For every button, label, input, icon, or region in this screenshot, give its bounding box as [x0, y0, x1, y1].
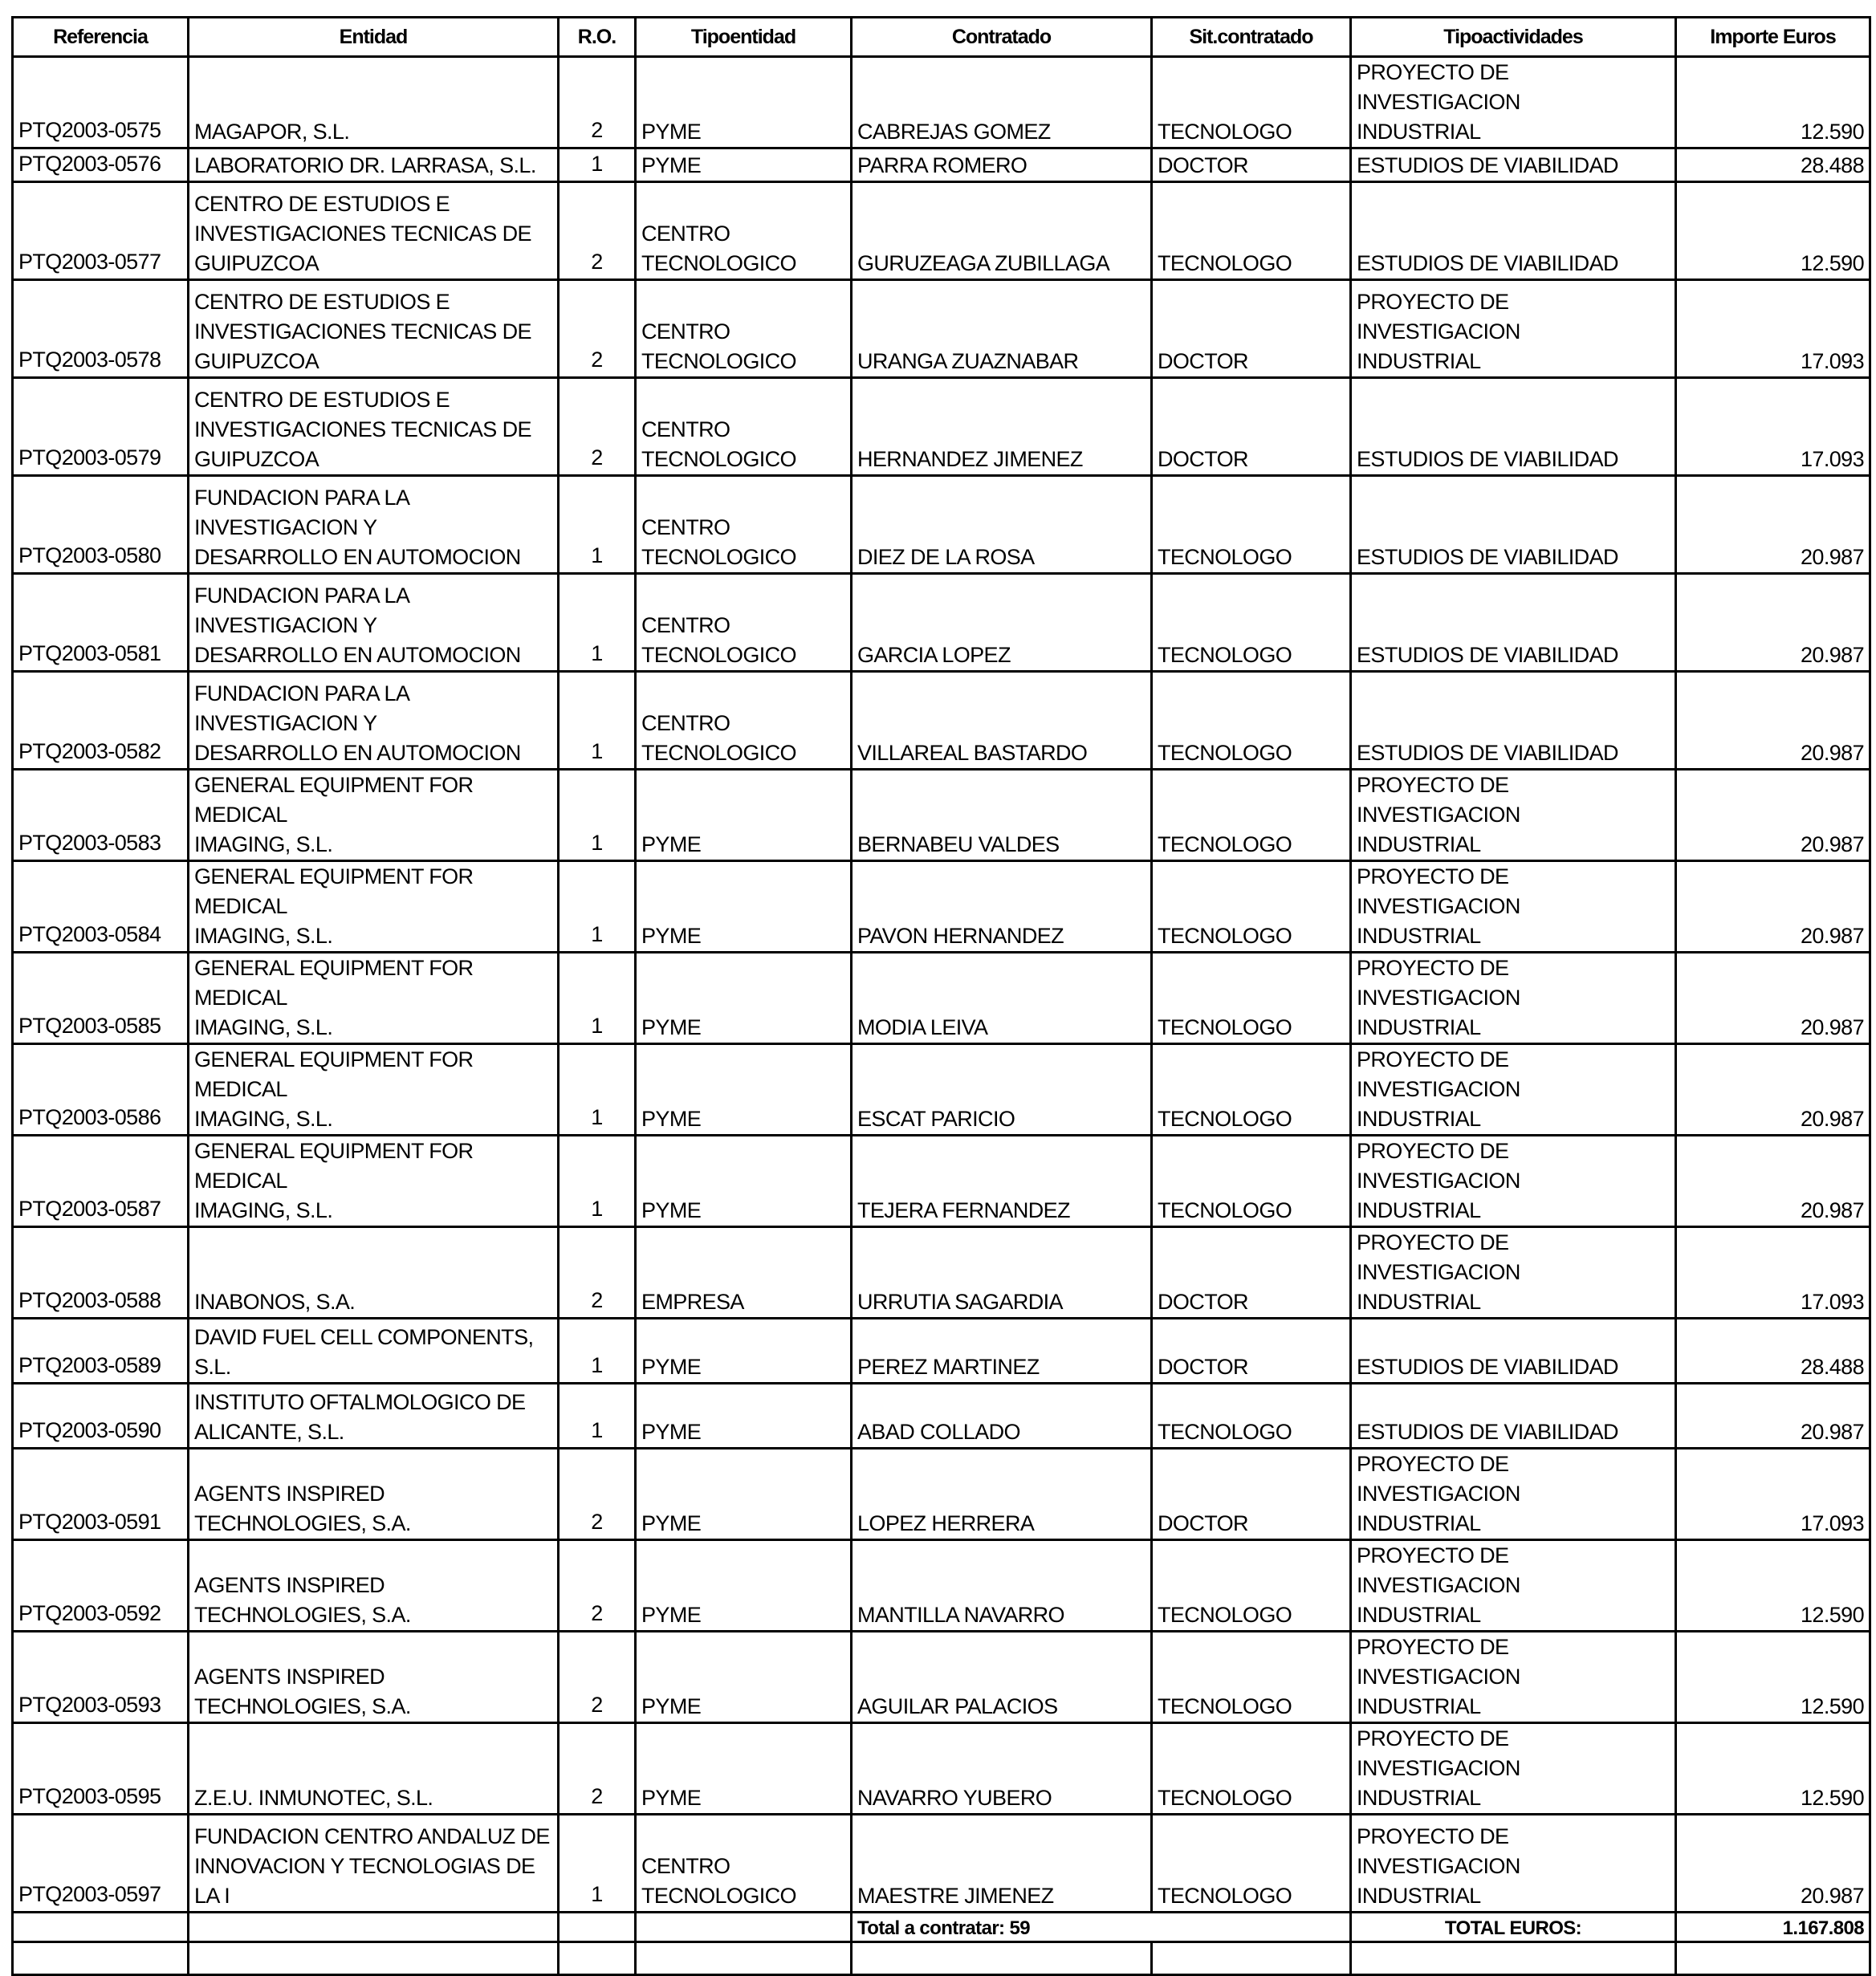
cell-ro: 1: [559, 1044, 636, 1136]
cell-ro: 1: [559, 953, 636, 1044]
cell-referencia: PTQ2003-0592: [13, 1540, 189, 1632]
total-empty-cell: [636, 1913, 852, 1942]
cell-entidad: AGENTS INSPIRED TECHNOLOGIES, S.A.: [189, 1449, 559, 1540]
cell-sit-contratado: TECNOLOGO: [1152, 861, 1351, 953]
cell-ro: 2: [559, 1540, 636, 1632]
cell-ro: 2: [559, 1227, 636, 1319]
cell-tipoactividades: PROYECTO DE INVESTIGACION INDUSTRIAL: [1351, 1540, 1676, 1632]
cell-importe: 17.093: [1676, 280, 1870, 378]
cell-tipoentidad: PYME: [636, 1319, 852, 1384]
cell-ro: 1: [559, 476, 636, 574]
cell-tipoentidad: PYME: [636, 953, 852, 1044]
cell-entidad: CENTRO DE ESTUDIOS E INVESTIGACIONES TECNICAS DE GUIPUZCOA: [189, 280, 559, 378]
table-body: [13, 57, 1870, 1913]
cell-tipoactividades: ESTUDIOS DE VIABILIDAD: [1351, 148, 1676, 182]
table-row: [13, 280, 1870, 378]
cell-tipoactividades: PROYECTO DE INVESTIGACION INDUSTRIAL: [1351, 1723, 1676, 1815]
cell-entidad: INSTITUTO OFTALMOLOGICO DE ALICANTE, S.L.: [189, 1384, 559, 1449]
table-row: [13, 861, 1870, 953]
cell-referencia: PTQ2003-0580: [13, 476, 189, 574]
cell-contratado: URRUTIA SAGARDIA: [852, 1227, 1152, 1319]
cell-contratado: URANGA ZUAZNABAR: [852, 280, 1152, 378]
cell-tipoactividades: PROYECTO DE INVESTIGACION INDUSTRIAL: [1351, 1815, 1676, 1913]
cell-tipoentidad: CENTRO TECNOLOGICO: [636, 574, 852, 672]
header-entidad: Entidad: [189, 18, 559, 57]
cell-tipoactividades: PROYECTO DE INVESTIGACION INDUSTRIAL: [1351, 57, 1676, 148]
cell-referencia: PTQ2003-0583: [13, 770, 189, 861]
total-empty-cell: [559, 1913, 636, 1942]
header-tipoactividades: Tipoactividades: [1351, 18, 1676, 57]
cell-ro: 1: [559, 574, 636, 672]
cell-contratado: GURUZEAGA ZUBILLAGA: [852, 182, 1152, 280]
cell-referencia: PTQ2003-0587: [13, 1136, 189, 1227]
cell-contratado: CABREJAS GOMEZ: [852, 57, 1152, 148]
table-row: [13, 1815, 1870, 1913]
cell-referencia: PTQ2003-0586: [13, 1044, 189, 1136]
cell-entidad: GENERAL EQUIPMENT FOR MEDICAL IMAGING, S.L.: [189, 953, 559, 1044]
table-row: [13, 1384, 1870, 1449]
cell-importe: 20.987: [1676, 1044, 1870, 1136]
cell-tipoentidad: CENTRO TECNOLOGICO: [636, 280, 852, 378]
table-row: [13, 953, 1870, 1044]
cell-entidad: CENTRO DE ESTUDIOS E INVESTIGACIONES TECNICAS DE GUIPUZCOA: [189, 378, 559, 476]
cell-contratado: BERNABEU VALDES: [852, 770, 1152, 861]
cell-importe: 20.987: [1676, 574, 1870, 672]
cell-contratado: PARRA ROMERO: [852, 148, 1152, 182]
cell-referencia: PTQ2003-0584: [13, 861, 189, 953]
cell-referencia: PTQ2003-0593: [13, 1632, 189, 1723]
cell-sit-contratado: TECNOLOGO: [1152, 1540, 1351, 1632]
table-row: [13, 1136, 1870, 1227]
table-row: [13, 476, 1870, 574]
cell-ro: 2: [559, 1449, 636, 1540]
table-row: [13, 1449, 1870, 1540]
cell-sit-contratado: TECNOLOGO: [1152, 182, 1351, 280]
cell-tipoactividades: ESTUDIOS DE VIABILIDAD: [1351, 476, 1676, 574]
total-row: [13, 1913, 1870, 1942]
cell-tipoactividades: ESTUDIOS DE VIABILIDAD: [1351, 1319, 1676, 1384]
cell-ro: 2: [559, 1723, 636, 1815]
cell-contratado: PEREZ MARTINEZ: [852, 1319, 1152, 1384]
total-contratar-label: Total a contratar: 59: [852, 1913, 1351, 1942]
cell-referencia: PTQ2003-0582: [13, 672, 189, 770]
cell-sit-contratado: TECNOLOGO: [1152, 1384, 1351, 1449]
cell-tipoactividades: PROYECTO DE INVESTIGACION INDUSTRIAL: [1351, 770, 1676, 861]
header-sit-contratado: Sit.contratado: [1152, 18, 1351, 57]
cell-entidad: FUNDACION PARA LA INVESTIGACION Y DESARROLLO EN AUTOMOCION: [189, 672, 559, 770]
cell-importe: 12.590: [1676, 1632, 1870, 1723]
cell-sit-contratado: TECNOLOGO: [1152, 476, 1351, 574]
cell-ro: 1: [559, 1815, 636, 1913]
table-row: [13, 378, 1870, 476]
header-ro: R.O.: [559, 18, 636, 57]
cell-referencia: PTQ2003-0591: [13, 1449, 189, 1540]
cell-ro: 2: [559, 57, 636, 148]
total-empty-cell: [13, 1913, 189, 1942]
cell-importe: 12.590: [1676, 57, 1870, 148]
cell-contratado: HERNANDEZ JIMENEZ: [852, 378, 1152, 476]
cell-tipoentidad: CENTRO TECNOLOGICO: [636, 672, 852, 770]
cell-referencia: PTQ2003-0578: [13, 280, 189, 378]
cell-sit-contratado: TECNOLOGO: [1152, 1136, 1351, 1227]
empty-cell: [1351, 1942, 1676, 1975]
cell-referencia: PTQ2003-0576: [13, 148, 189, 182]
cell-contratado: LOPEZ HERRERA: [852, 1449, 1152, 1540]
cell-tipoentidad: PYME: [636, 57, 852, 148]
cell-sit-contratado: TECNOLOGO: [1152, 953, 1351, 1044]
empty-row: [13, 1942, 1870, 1975]
cell-ro: 2: [559, 182, 636, 280]
cell-entidad: GENERAL EQUIPMENT FOR MEDICAL IMAGING, S.L.: [189, 861, 559, 953]
total-euros-value: 1.167.808: [1676, 1913, 1870, 1942]
cell-sit-contratado: DOCTOR: [1152, 1227, 1351, 1319]
cell-referencia: PTQ2003-0595: [13, 1723, 189, 1815]
cell-sit-contratado: TECNOLOGO: [1152, 672, 1351, 770]
empty-cell: [636, 1942, 852, 1975]
header-row: [13, 18, 1870, 57]
table-row: [13, 1632, 1870, 1723]
cell-ro: 2: [559, 280, 636, 378]
cell-referencia: PTQ2003-0579: [13, 378, 189, 476]
cell-tipoentidad: PYME: [636, 1136, 852, 1227]
cell-entidad: Z.E.U. INMUNOTEC, S.L.: [189, 1723, 559, 1815]
empty-cell: [852, 1942, 1152, 1975]
cell-entidad: AGENTS INSPIRED TECHNOLOGIES, S.A.: [189, 1632, 559, 1723]
cell-tipoactividades: PROYECTO DE INVESTIGACION INDUSTRIAL: [1351, 1044, 1676, 1136]
table-row: [13, 770, 1870, 861]
cell-importe: 20.987: [1676, 476, 1870, 574]
header-referencia: Referencia: [13, 18, 189, 57]
cell-tipoentidad: PYME: [636, 1449, 852, 1540]
cell-contratado: ABAD COLLADO: [852, 1384, 1152, 1449]
cell-tipoactividades: PROYECTO DE INVESTIGACION INDUSTRIAL: [1351, 861, 1676, 953]
cell-sit-contratado: TECNOLOGO: [1152, 770, 1351, 861]
cell-tipoactividades: ESTUDIOS DE VIABILIDAD: [1351, 574, 1676, 672]
cell-importe: 20.987: [1676, 770, 1870, 861]
cell-sit-contratado: DOCTOR: [1152, 378, 1351, 476]
cell-referencia: PTQ2003-0588: [13, 1227, 189, 1319]
cell-sit-contratado: DOCTOR: [1152, 148, 1351, 182]
cell-entidad: AGENTS INSPIRED TECHNOLOGIES, S.A.: [189, 1540, 559, 1632]
cell-referencia: PTQ2003-0590: [13, 1384, 189, 1449]
total-euros-label: TOTAL EUROS:: [1351, 1913, 1676, 1942]
cell-contratado: VILLAREAL BASTARDO: [852, 672, 1152, 770]
cell-referencia: PTQ2003-0597: [13, 1815, 189, 1913]
table-row: [13, 57, 1870, 148]
cell-entidad: GENERAL EQUIPMENT FOR MEDICAL IMAGING, S.L.: [189, 1044, 559, 1136]
cell-tipoentidad: CENTRO TECNOLOGICO: [636, 1815, 852, 1913]
cell-sit-contratado: TECNOLOGO: [1152, 1044, 1351, 1136]
cell-contratado: MODIA LEIVA: [852, 953, 1152, 1044]
empty-cell: [1676, 1942, 1870, 1975]
table-row: [13, 672, 1870, 770]
cell-importe: 20.987: [1676, 1384, 1870, 1449]
cell-referencia: PTQ2003-0577: [13, 182, 189, 280]
cell-entidad: FUNDACION CENTRO ANDALUZ DE INNOVACION Y TECNOLOGIAS DE LA I: [189, 1815, 559, 1913]
cell-tipoentidad: CENTRO TECNOLOGICO: [636, 476, 852, 574]
cell-importe: 17.093: [1676, 378, 1870, 476]
cell-referencia: PTQ2003-0575: [13, 57, 189, 148]
cell-ro: 1: [559, 1136, 636, 1227]
cell-entidad: LABORATORIO DR. LARRASA, S.L.: [189, 148, 559, 182]
cell-ro: 1: [559, 861, 636, 953]
cell-ro: 1: [559, 770, 636, 861]
cell-entidad: DAVID FUEL CELL COMPONENTS, S.L.: [189, 1319, 559, 1384]
table-row: [13, 1319, 1870, 1384]
table-row: [13, 1044, 1870, 1136]
cell-importe: 20.987: [1676, 1136, 1870, 1227]
cell-entidad: GENERAL EQUIPMENT FOR MEDICAL IMAGING, S.L.: [189, 1136, 559, 1227]
cell-ro: 1: [559, 148, 636, 182]
cell-contratado: PAVON HERNANDEZ: [852, 861, 1152, 953]
empty-cell: [189, 1942, 559, 1975]
table-row: [13, 574, 1870, 672]
cell-importe: 17.093: [1676, 1449, 1870, 1540]
cell-importe: 12.590: [1676, 1723, 1870, 1815]
cell-sit-contratado: TECNOLOGO: [1152, 1815, 1351, 1913]
table-row: [13, 1723, 1870, 1815]
cell-tipoentidad: PYME: [636, 1632, 852, 1723]
cell-tipoactividades: PROYECTO DE INVESTIGACION INDUSTRIAL: [1351, 280, 1676, 378]
cell-entidad: GENERAL EQUIPMENT FOR MEDICAL IMAGING, S.L.: [189, 770, 559, 861]
cell-tipoentidad: PYME: [636, 770, 852, 861]
cell-referencia: PTQ2003-0589: [13, 1319, 189, 1384]
cell-tipoentidad: CENTRO TECNOLOGICO: [636, 378, 852, 476]
cell-contratado: AGUILAR PALACIOS: [852, 1632, 1152, 1723]
cell-sit-contratado: TECNOLOGO: [1152, 574, 1351, 672]
header-contratado: Contratado: [852, 18, 1152, 57]
cell-tipoentidad: PYME: [636, 148, 852, 182]
cell-ro: 2: [559, 1632, 636, 1723]
cell-contratado: MAESTRE JIMENEZ: [852, 1815, 1152, 1913]
cell-importe: 17.093: [1676, 1227, 1870, 1319]
header-importe: Importe Euros: [1676, 18, 1870, 57]
cell-tipoentidad: PYME: [636, 861, 852, 953]
cell-tipoactividades: ESTUDIOS DE VIABILIDAD: [1351, 378, 1676, 476]
cell-tipoentidad: CENTRO TECNOLOGICO: [636, 182, 852, 280]
cell-entidad: FUNDACION PARA LA INVESTIGACION Y DESARROLLO EN AUTOMOCION: [189, 574, 559, 672]
cell-sit-contratado: DOCTOR: [1152, 1319, 1351, 1384]
cell-tipoentidad: PYME: [636, 1723, 852, 1815]
cell-tipoentidad: PYME: [636, 1384, 852, 1449]
cell-importe: 20.987: [1676, 672, 1870, 770]
cell-entidad: MAGAPOR, S.L.: [189, 57, 559, 148]
cell-tipoactividades: PROYECTO DE INVESTIGACION INDUSTRIAL: [1351, 1227, 1676, 1319]
table-row: [13, 148, 1870, 182]
cell-importe: 20.987: [1676, 1815, 1870, 1913]
cell-tipoentidad: PYME: [636, 1540, 852, 1632]
table-row: [13, 1540, 1870, 1632]
cell-importe: 28.488: [1676, 148, 1870, 182]
cell-ro: 1: [559, 1319, 636, 1384]
cell-sit-contratado: TECNOLOGO: [1152, 1632, 1351, 1723]
cell-importe: 28.488: [1676, 1319, 1870, 1384]
cell-entidad: CENTRO DE ESTUDIOS E INVESTIGACIONES TECNICAS DE GUIPUZCOA: [189, 182, 559, 280]
cell-importe: 20.987: [1676, 861, 1870, 953]
cell-tipoactividades: PROYECTO DE INVESTIGACION INDUSTRIAL: [1351, 1136, 1676, 1227]
cell-sit-contratado: TECNOLOGO: [1152, 1723, 1351, 1815]
empty-cell: [1152, 1942, 1351, 1975]
cell-ro: 1: [559, 1384, 636, 1449]
cell-tipoentidad: EMPRESA: [636, 1227, 852, 1319]
cell-ro: 1: [559, 672, 636, 770]
cell-tipoactividades: PROYECTO DE INVESTIGACION INDUSTRIAL: [1351, 1449, 1676, 1540]
cell-tipoactividades: PROYECTO DE INVESTIGACION INDUSTRIAL: [1351, 1632, 1676, 1723]
empty-cell: [13, 1942, 189, 1975]
cell-referencia: PTQ2003-0581: [13, 574, 189, 672]
total-empty-cell: [189, 1913, 559, 1942]
cell-importe: 12.590: [1676, 1540, 1870, 1632]
cell-sit-contratado: DOCTOR: [1152, 280, 1351, 378]
cell-tipoactividades: ESTUDIOS DE VIABILIDAD: [1351, 182, 1676, 280]
cell-contratado: TEJERA FERNANDEZ: [852, 1136, 1152, 1227]
cell-tipoentidad: PYME: [636, 1044, 852, 1136]
empty-cell: [559, 1942, 636, 1975]
cell-referencia: PTQ2003-0585: [13, 953, 189, 1044]
cell-contratado: MANTILLA NAVARRO: [852, 1540, 1152, 1632]
cell-sit-contratado: DOCTOR: [1152, 1449, 1351, 1540]
cell-tipoactividades: ESTUDIOS DE VIABILIDAD: [1351, 1384, 1676, 1449]
cell-contratado: DIEZ DE LA ROSA: [852, 476, 1152, 574]
contracts-sheet: [11, 16, 1871, 1976]
cell-contratado: NAVARRO YUBERO: [852, 1723, 1152, 1815]
table-row: [13, 1227, 1870, 1319]
cell-importe: 20.987: [1676, 953, 1870, 1044]
cell-contratado: ESCAT PARICIO: [852, 1044, 1152, 1136]
table-row: [13, 182, 1870, 280]
cell-contratado: GARCIA LOPEZ: [852, 574, 1152, 672]
cell-tipoactividades: PROYECTO DE INVESTIGACION INDUSTRIAL: [1351, 953, 1676, 1044]
cell-sit-contratado: TECNOLOGO: [1152, 57, 1351, 148]
cell-entidad: INABONOS, S.A.: [189, 1227, 559, 1319]
header-tipoentidad: Tipoentidad: [636, 18, 852, 57]
contracts-table: [11, 16, 1871, 1976]
cell-entidad: FUNDACION PARA LA INVESTIGACION Y DESARROLLO EN AUTOMOCION: [189, 476, 559, 574]
cell-ro: 2: [559, 378, 636, 476]
cell-importe: 12.590: [1676, 182, 1870, 280]
cell-tipoactividades: ESTUDIOS DE VIABILIDAD: [1351, 672, 1676, 770]
